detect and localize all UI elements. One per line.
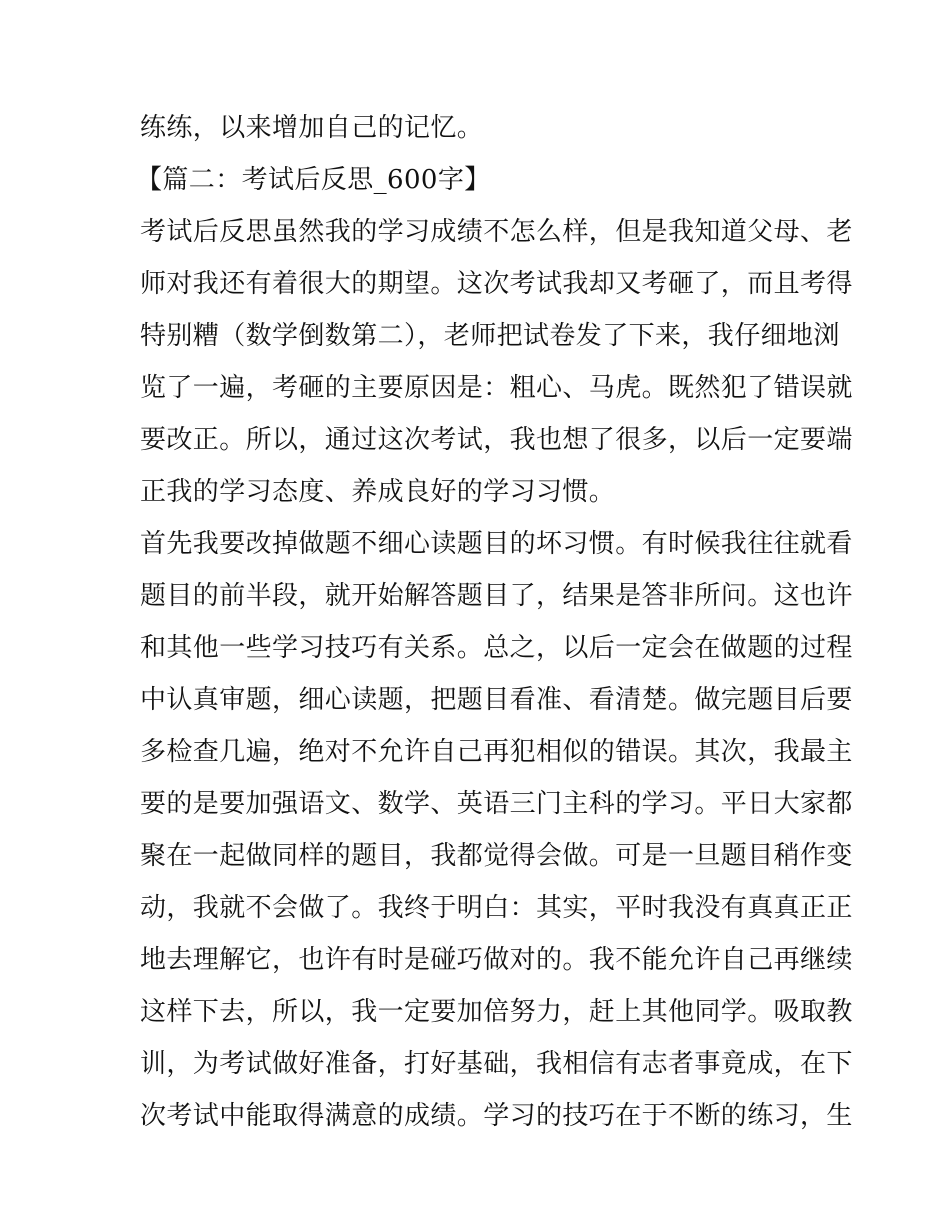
paragraph-line: 练练，以来增加自己的记忆。 <box>140 113 484 143</box>
paragraph-line: 聚在一起做同样的题目，我都觉得会做。可是一旦题目稍作变 <box>140 841 853 871</box>
section-heading: 【篇二：考试后反思_600字】 <box>136 165 491 195</box>
paragraph-line: 次考试中能取得满意的成绩。学习的技巧在于不断的练习，生 <box>140 1101 853 1131</box>
paragraph-line: 正我的学习态度、养成良好的学习习惯。 <box>140 477 616 507</box>
document-page <box>136 102 853 1142</box>
paragraph-line: 多检查几遍，绝对不允许自己再犯相似的错误。其次，我最主 <box>140 737 853 767</box>
paragraph-line: 地去理解它，也许有时是碰巧做对的。我不能允许自己再继续 <box>140 945 853 975</box>
paragraph-line: 首先我要改掉做题不细心读题目的坏习惯。有时候我往往就看 <box>140 529 853 559</box>
paragraph-line: 特别糟（数学倒数第二），老师把试卷发了下来，我仔细地浏 <box>140 321 840 351</box>
paragraph-1 <box>140 206 853 518</box>
paragraph-line: 这样下去，所以，我一定要加倍努力，赶上其他同学。吸取教 <box>140 997 853 1027</box>
paragraph-line: 动，我就不会做了。我终于明白：其实，平时我没有真真正正 <box>140 893 853 923</box>
paragraph-line: 训，为考试做好准备，打好基础，我相信有志者事竟成，在下 <box>140 1049 853 1079</box>
paragraph-2 <box>140 518 853 1142</box>
paragraph-line: 师对我还有着很大的期望。这次考试我却又考砸了，而且考得 <box>140 269 853 299</box>
paragraph-line: 题目的前半段，就开始解答题目了，结果是答非所问。这也许 <box>140 581 853 611</box>
paragraph-line: 和其他一些学习技巧有关系。总之，以后一定会在做题的过程 <box>140 633 853 663</box>
paragraph-line: 考试后反思虽然我的学习成绩不怎么样，但是我知道父母、老 <box>140 217 853 247</box>
paragraph-line: 览了一遍，考砸的主要原因是：粗心、马虎。既然犯了错误就 <box>140 373 853 403</box>
paragraph-line: 要的是要加强语文、数学、英语三门主科的学习。平日大家都 <box>140 789 853 819</box>
paragraph-line: 中认真审题，细心读题，把题目看准、看清楚。做完题目后要 <box>140 685 853 715</box>
paragraph-line: 要改正。所以，通过这次考试，我也想了很多，以后一定要端 <box>140 425 853 455</box>
